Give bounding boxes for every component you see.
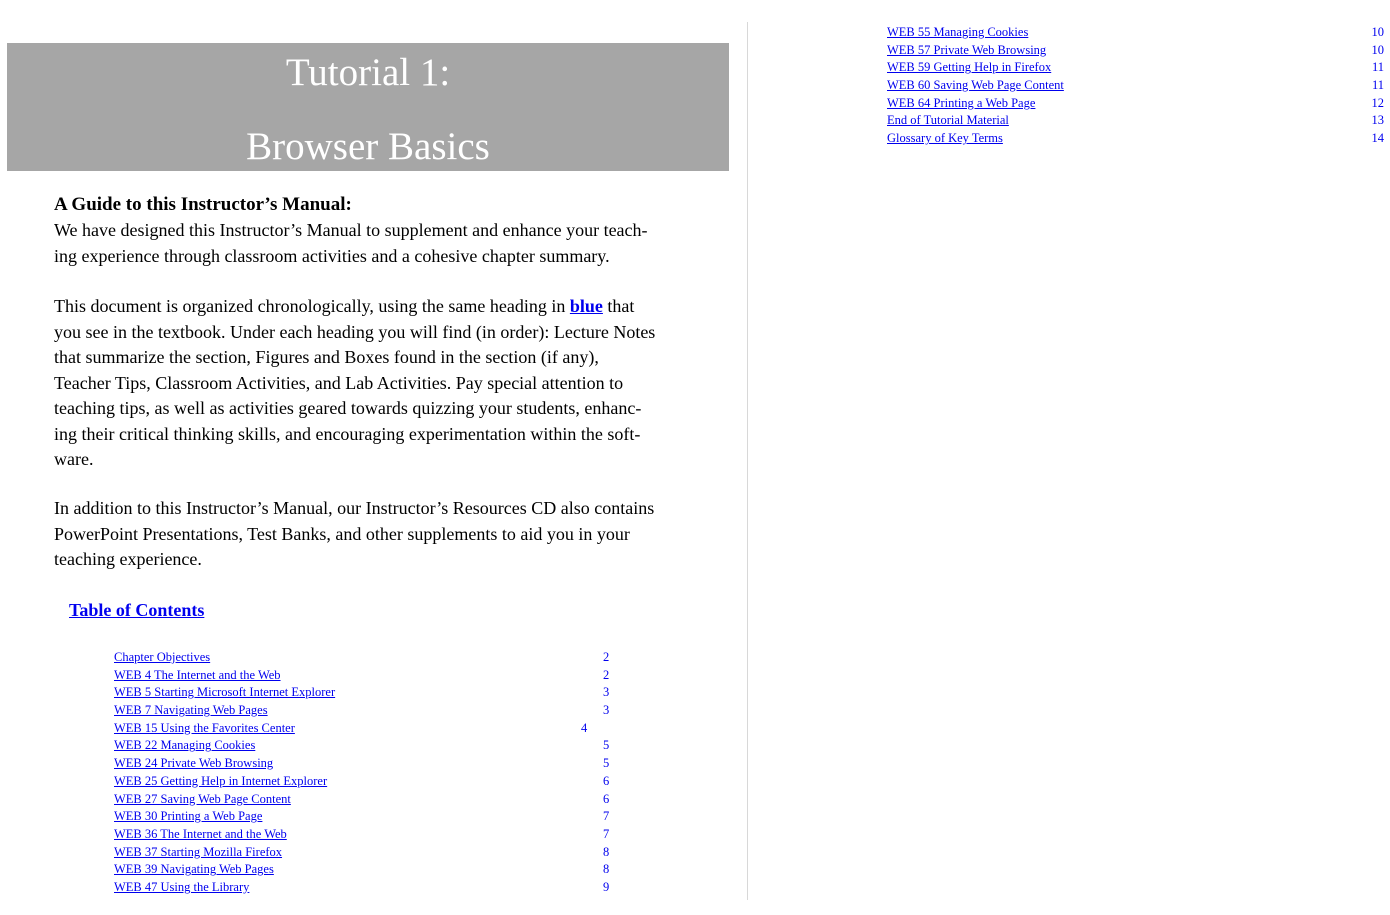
toc-link[interactable]: WEB 37 Starting Mozilla Firefox: [114, 844, 283, 859]
toc-entry: [114, 844, 624, 862]
guide-paragraph-1: [54, 218, 704, 269]
toc-link[interactable]: WEB 15 Using the Favorites Center: [114, 720, 295, 735]
guide-paragraph-2: [54, 294, 704, 473]
toc-page-number: 7: [603, 826, 610, 841]
toc-page-number: 11: [1371, 78, 1384, 93]
toc-page-number: 10: [1371, 25, 1384, 39]
paragraph-line: Teacher Tips, Classroom Activities, and Lab Activities. Pay special attention to: [54, 372, 624, 393]
paragraph-line: teaching experience.: [54, 549, 202, 569]
toc-link[interactable]: WEB 24 Private Web Browsing: [114, 756, 274, 771]
toc-page-number: 8: [603, 862, 610, 877]
toc-link[interactable]: WEB 64 Printing a Web Page: [887, 95, 1036, 110]
toc-page-number: 7: [603, 809, 610, 824]
title-banner: [7, 43, 729, 171]
toc-entry: [887, 59, 1384, 77]
toc-page-number: 14: [1371, 131, 1384, 146]
toc-entry: [114, 773, 624, 791]
toc-link[interactable]: End of Tutorial Material: [887, 113, 1009, 128]
toc-page-number: 2: [603, 667, 610, 682]
toc-page-number: 9: [603, 879, 610, 894]
paragraph-line: ware.: [54, 449, 94, 469]
toc-link[interactable]: Chapter Objectives: [114, 650, 211, 664]
toc-page-number: 3: [603, 703, 610, 718]
guide-paragraph-3: [54, 496, 704, 573]
paragraph-line: In addition to this Instructor’s Manual, our Instructor’s Resources CD also contains: [54, 498, 655, 518]
toc-page-number: 10: [1371, 42, 1384, 57]
paragraph-text: This document is organized chronologically, using the same heading in: [54, 296, 570, 316]
toc-entry: [114, 755, 624, 773]
toc-page-number: 6: [603, 791, 610, 806]
toc-entry: [114, 649, 624, 667]
toc-link[interactable]: WEB 5 Starting Microsoft Internet Explorer: [114, 685, 336, 700]
paragraph-line: teaching tips, as well as activities geared towards quizzing your students, enhanc-: [54, 398, 642, 418]
paragraph-text: that: [602, 296, 635, 316]
toc-link[interactable]: WEB 57 Private Web Browsing: [887, 42, 1047, 57]
toc-entry: [114, 737, 624, 755]
toc-entry: [887, 42, 1384, 60]
toc-page-number: 5: [603, 756, 610, 771]
toc-page-number: 11: [1371, 60, 1384, 75]
toc-link[interactable]: WEB 59 Getting Help in Firefox: [887, 60, 1052, 75]
toc-entry: [114, 791, 624, 809]
toc-list-left: [114, 649, 624, 897]
toc-link[interactable]: WEB 25 Getting Help in Internet Explorer: [114, 773, 328, 788]
toc-link[interactable]: Glossary of Key Terms: [887, 131, 1003, 146]
guide-heading: A Guide to this Instructor’s Manual:: [54, 194, 352, 215]
toc-entry: [887, 77, 1384, 95]
toc-entry: [114, 667, 624, 685]
toc-entry: [114, 826, 624, 844]
toc-page-number: 8: [603, 844, 610, 859]
toc-page-number: 2: [603, 650, 610, 664]
toc-entry: [114, 808, 624, 826]
toc-entry: [114, 879, 624, 897]
toc-entry: [887, 24, 1384, 42]
toc-entry: [114, 720, 624, 738]
toc-entry: [114, 702, 624, 720]
toc-link[interactable]: WEB 39 Navigating Web Pages: [114, 862, 274, 877]
title-line-2: Browser Basics: [246, 125, 490, 168]
toc-entry: [114, 684, 624, 702]
paragraph-line: you see in the textbook. Under each heading you will find (in order): Lecture Notes: [54, 321, 656, 342]
paragraph-line: ing experience through classroom activities and a cohesive chapter summary.: [54, 245, 610, 266]
blue-link[interactable]: blue: [569, 296, 603, 316]
toc-page-number: 13: [1371, 113, 1384, 128]
toc-link[interactable]: WEB 4 The Internet and the Web: [114, 667, 281, 682]
paragraph-line: [54, 294, 704, 320]
toc-link[interactable]: WEB 60 Saving Web Page Content: [887, 78, 1064, 93]
toc-link[interactable]: WEB 36 The Internet and the Web: [114, 826, 287, 841]
toc-entry: [887, 112, 1384, 130]
toc-entry: [114, 861, 624, 879]
toc-page-number: 4: [581, 720, 588, 735]
toc-link[interactable]: WEB 7 Navigating Web Pages: [114, 703, 268, 718]
toc-link[interactable]: WEB 30 Printing a Web Page: [114, 809, 263, 824]
paragraph-line: We have designed this Instructor’s Manual to supplement and enhance your teach-: [54, 220, 648, 240]
toc-link[interactable]: WEB 55 Managing Cookies: [887, 25, 1029, 39]
toc-entry: [887, 130, 1384, 148]
toc-page-number: 5: [603, 738, 610, 753]
title-line-1: Tutorial 1:: [285, 51, 451, 94]
toc-page-number: 12: [1371, 95, 1384, 110]
toc-link[interactable]: WEB 47 Using the Library: [114, 879, 250, 894]
toc-link[interactable]: WEB 22 Managing Cookies: [114, 738, 256, 753]
toc-entry: [887, 95, 1384, 113]
toc-page-number: 6: [603, 773, 610, 788]
toc-list-right: [887, 24, 1384, 148]
toc-link[interactable]: WEB 27 Saving Web Page Content: [114, 791, 291, 806]
paragraph-line: ing their critical thinking skills, and encouraging experimentation within the soft-: [54, 423, 641, 444]
paragraph-line: PowerPoint Presentations, Test Banks, and other supplements to aid you in your: [54, 523, 630, 544]
paragraph-line: that summarize the section, Figures and Boxes found in the section (if any),: [54, 347, 599, 367]
toc-page-number: 3: [603, 685, 610, 700]
table-of-contents-heading[interactable]: Table of Contents: [69, 600, 205, 620]
